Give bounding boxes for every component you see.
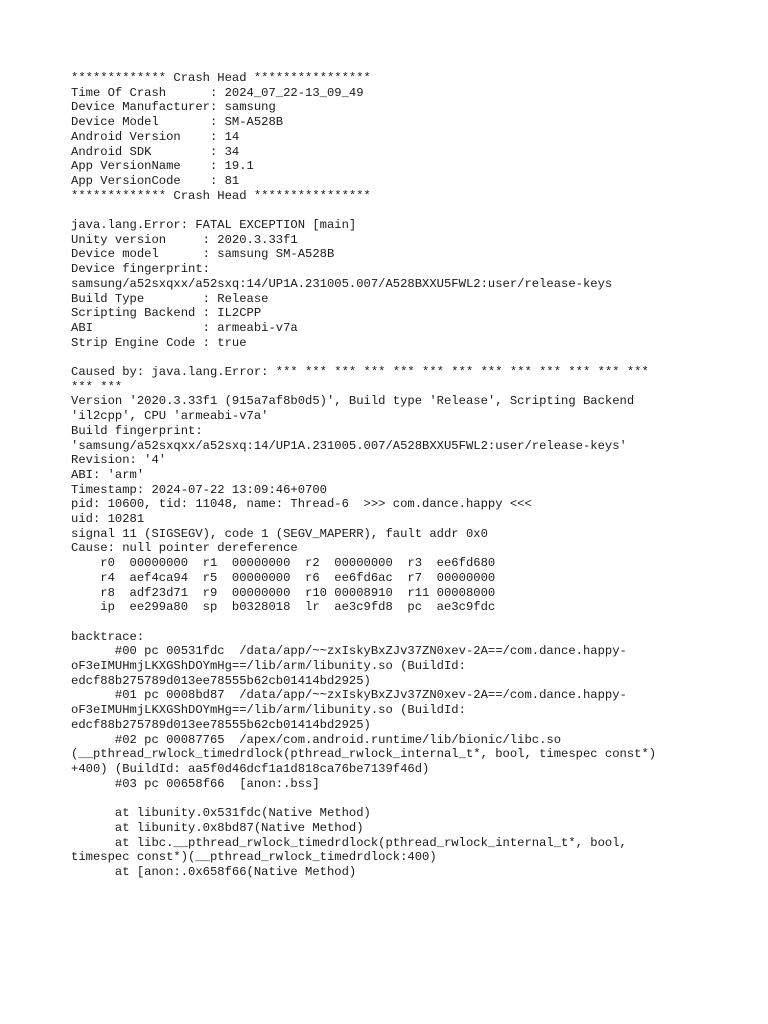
log-line: Android Version : 14 (71, 129, 240, 144)
log-line: oF3eIMUHmjLKXGShDOYmHg==/lib/arm/libunity.so (BuildId: (71, 703, 466, 718)
log-line: r0 00000000 r1 00000000 r2 00000000 r3 ee6fd680 (71, 556, 496, 571)
log-line: ip ee299a80 sp b0328018 lr ae3c9fd8 pc ae3c9fdc (71, 600, 496, 615)
log-line: Device fingerprint: (71, 262, 210, 277)
log-line: App VersionCode : 81 (71, 173, 240, 188)
log-line: r8 adf23d71 r9 00000000 r10 00008910 r11 00008000 (71, 585, 496, 600)
log-line: Unity version : 2020.3.33f1 (71, 232, 298, 247)
log-line: edcf88b275789d013ee78555b62cb01414bd2925) (71, 673, 371, 688)
log-line (71, 350, 711, 365)
log-line: Build Type : Release (71, 291, 269, 306)
log-line: +400) (BuildId: aa5f0d46dcf1a1d818ca76be7139f46d) (71, 762, 430, 776)
log-line: oF3eIMUHmjLKXGShDOYmHg==/lib/arm/libunity.so (BuildId: (71, 659, 466, 674)
log-line: Cause: null pointer dereference (71, 541, 298, 556)
log-line: Caused by: java.lang.Error: *** *** *** *** *** *** *** *** *** *** *** *** *** (71, 365, 649, 380)
log-line: App VersionName : 19.1 (71, 159, 254, 174)
log-line: Revision: '4' (71, 453, 167, 468)
log-line: ************* Crash Head **************** (71, 188, 371, 203)
log-line: Timestamp: 2024-07-22 13:09:46+0700 (71, 482, 327, 497)
crash-log-document (71, 71, 711, 880)
log-line: *** *** (71, 379, 123, 394)
log-line: ABI : armeabi-v7a (71, 320, 298, 335)
log-line: Build fingerprint: (71, 423, 203, 438)
log-line: Android SDK : 34 (71, 144, 240, 159)
log-line: #02 pc 00087765 /apex/com.android.runtime/lib/bionic/libc.so (71, 732, 562, 747)
log-line: Device Model : SM-A528B (71, 115, 284, 130)
log-line: ABI: 'arm' (71, 467, 145, 482)
log-line (71, 203, 711, 218)
log-line: at libunity.0x531fdc(Native Method) (71, 806, 371, 821)
log-line (71, 615, 711, 630)
log-line: backtrace: (71, 629, 145, 644)
log-line: at libunity.0x8bd87(Native Method) (71, 820, 364, 835)
log-line: Strip Engine Code : true (71, 335, 247, 350)
log-line: ************* Crash Head **************** (71, 71, 371, 85)
log-line: Version '2020.3.33f1 (915a7af8b0d5)', Build type 'Release', Scripting Backend (71, 394, 635, 409)
log-line: #00 pc 00531fdc /data/app/~~zxIskyBxZJv37ZN0xev-2A==/com.dance.happy- (71, 644, 627, 659)
log-line: signal 11 (SIGSEGV), code 1 (SEGV_MAPERR), fault addr 0x0 (71, 526, 488, 541)
log-line: Device model : samsung SM-A528B (71, 247, 335, 262)
log-line: pid: 10600, tid: 11048, name: Thread-6 >>> com.dance.happy <<< (71, 497, 532, 512)
log-line (71, 791, 711, 806)
log-line: at libc.__pthread_rwlock_timedrdlock(pthread_rwlock_internal_t*, bool, (71, 835, 627, 850)
log-line: Time Of Crash : 2024_07_22-13_09_49 (71, 85, 364, 100)
log-line: uid: 10281 (71, 512, 145, 527)
log-line: samsung/a52sxqxx/a52sxq:14/UP1A.231005.007/A528BXXU5FWL2:user/release-keys (71, 276, 613, 291)
log-line: (__pthread_rwlock_timedrdlock(pthread_rwlock_internal_t*, bool, timespec const*) (71, 747, 657, 762)
log-line: edcf88b275789d013ee78555b62cb01414bd2925) (71, 717, 371, 732)
log-line: at [anon:.0x658f66(Native Method) (71, 864, 357, 879)
log-line: java.lang.Error: FATAL EXCEPTION [main] (71, 218, 357, 233)
log-line: Scripting Backend : IL2CPP (71, 306, 262, 321)
log-line: #03 pc 00658f66 [anon:.bss] (71, 776, 320, 791)
log-line: #01 pc 0008bd87 /data/app/~~zxIskyBxZJv37ZN0xev-2A==/com.dance.happy- (71, 688, 627, 703)
log-line: 'samsung/a52sxqxx/a52sxq:14/UP1A.231005.007/A528BXXU5FWL2:user/release-keys' (71, 438, 627, 453)
log-line: r4 aef4ca94 r5 00000000 r6 ee6fd6ac r7 00000000 (71, 570, 496, 585)
log-line: 'il2cpp', CPU 'armeabi-v7a' (71, 409, 269, 424)
log-line: Device Manufacturer: samsung (71, 100, 276, 115)
log-line: timespec const*)(__pthread_rwlock_timedrdlock:400) (71, 850, 437, 865)
